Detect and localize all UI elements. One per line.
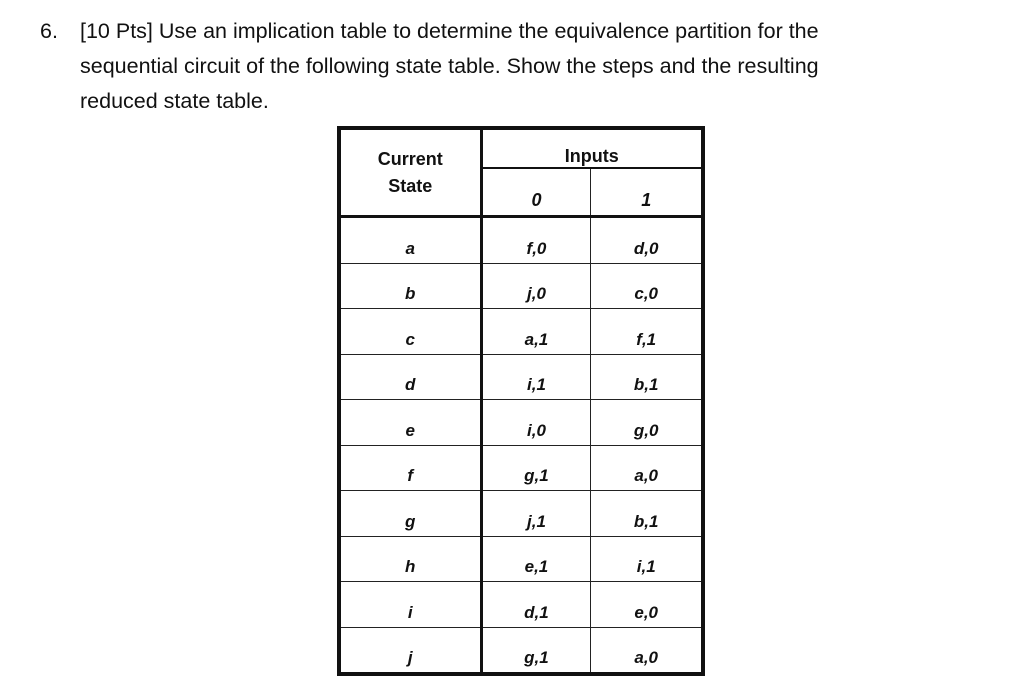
next-state-input-1: b,1	[591, 491, 703, 537]
next-state-input-1: g,0	[591, 400, 703, 446]
table-row	[339, 582, 703, 628]
next-state-input-1: a,0	[591, 627, 703, 674]
next-state-input-1: a,0	[591, 445, 703, 491]
table-row	[339, 491, 703, 537]
state-cell: b	[339, 263, 481, 309]
table-row	[339, 309, 703, 355]
question-block	[40, 14, 1000, 119]
table-row	[339, 354, 703, 400]
next-state-input-0: i,1	[481, 354, 591, 400]
next-state-input-1: f,1	[591, 309, 703, 355]
table-row	[339, 217, 703, 264]
state-cell: e	[339, 400, 481, 446]
next-state-input-0: f,0	[481, 217, 591, 264]
input-0-header: 0	[481, 168, 591, 217]
next-state-input-0: a,1	[481, 309, 591, 355]
state-cell: f	[339, 445, 481, 491]
table-row	[339, 536, 703, 582]
state-cell: c	[339, 309, 481, 355]
next-state-input-0: e,1	[481, 536, 591, 582]
table-row	[339, 627, 703, 674]
next-state-input-1: i,1	[591, 536, 703, 582]
input-1-header: 1	[591, 168, 703, 217]
state-cell: i	[339, 582, 481, 628]
question-line-1: [10 Pts] Use an implication table to determine the equivalence partition for the	[80, 19, 819, 43]
next-state-input-0: j,0	[481, 263, 591, 309]
current-label: Current	[377, 149, 443, 169]
state-cell: j	[339, 627, 481, 674]
header-row	[339, 128, 703, 168]
next-state-input-0: i,0	[481, 400, 591, 446]
current-state-header	[339, 128, 481, 217]
table-row	[339, 263, 703, 309]
question-line-3: reduced state table.	[80, 89, 269, 113]
state-cell: d	[339, 354, 481, 400]
state-cell: g	[339, 491, 481, 537]
next-state-input-1: c,0	[591, 263, 703, 309]
state-label: State	[388, 176, 433, 196]
next-state-input-0: g,1	[481, 627, 591, 674]
state-cell: h	[339, 536, 481, 582]
next-state-input-1: b,1	[591, 354, 703, 400]
question-number: 6.	[40, 19, 58, 43]
next-state-input-1: e,0	[591, 582, 703, 628]
table-row	[339, 445, 703, 491]
inputs-header: Inputs	[481, 128, 703, 168]
state-table	[337, 126, 705, 676]
state-cell: a	[339, 217, 481, 264]
table-row	[339, 400, 703, 446]
question-line-2: sequential circuit of the following state table. Show the steps and the resulting	[80, 54, 819, 78]
next-state-input-1: d,0	[591, 217, 703, 264]
next-state-input-0: d,1	[481, 582, 591, 628]
next-state-input-0: g,1	[481, 445, 591, 491]
next-state-input-0: j,1	[481, 491, 591, 537]
